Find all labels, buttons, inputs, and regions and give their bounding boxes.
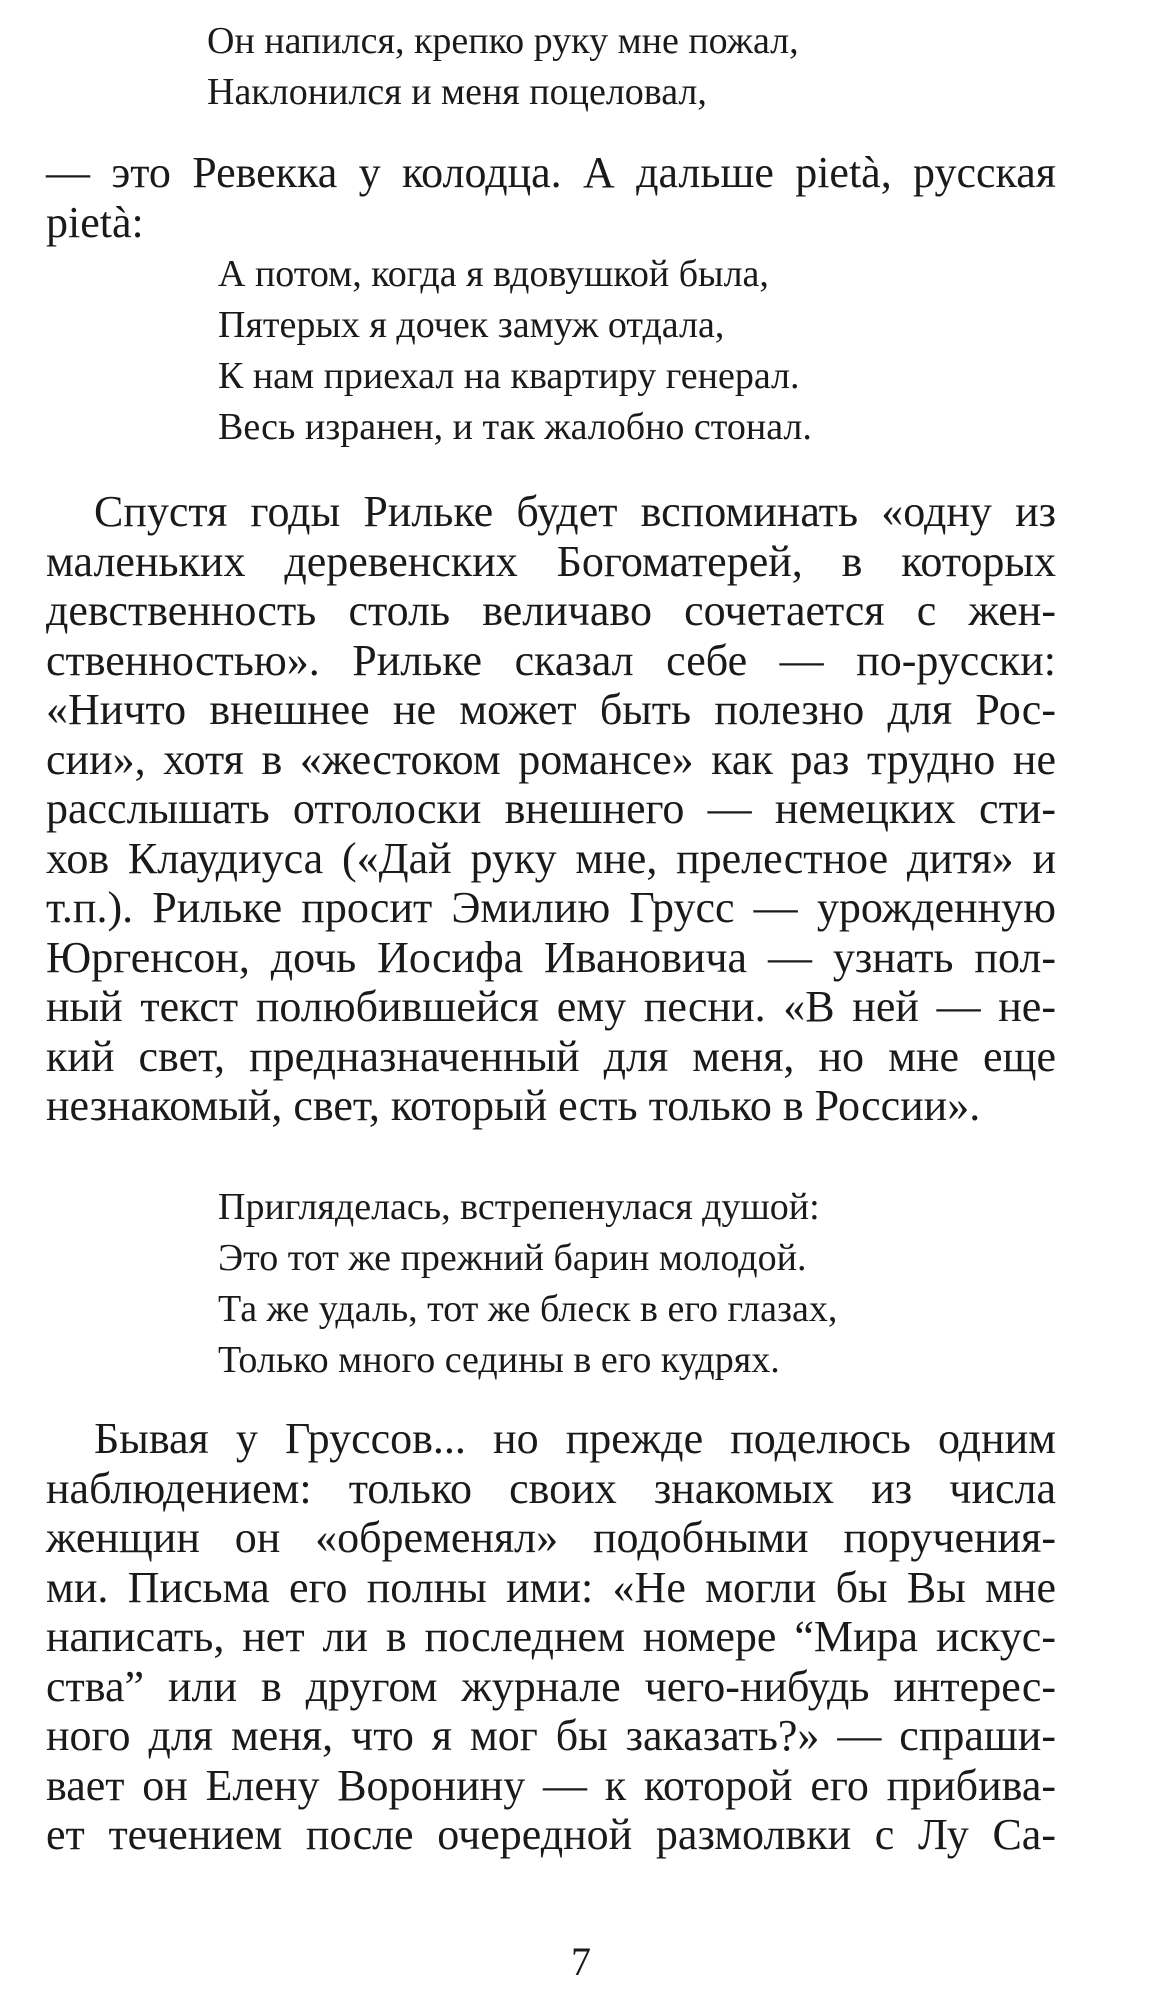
paragraph-3 <box>46 1414 1056 1860</box>
text-line: вает он Елену Воронину — к которой его прибива- <box>46 1760 1056 1810</box>
text-line: Спустя годы Рильке будет вспоминать «одну из <box>94 487 1056 536</box>
text-line: девственность столь величаво сочетается с жен- <box>46 586 1056 635</box>
verse-line: Это тот же прежний барин молодой. <box>218 1237 807 1279</box>
verse-line: Наклонился и меня поцеловал, <box>207 71 707 113</box>
verse-block-2 <box>218 249 812 453</box>
verse-line: Он напился, крепко руку мне пожал, <box>207 20 799 62</box>
text-line: — это Ревекка у колодца. А дальше pietà, русская <box>46 148 1056 197</box>
paragraph-2 <box>46 487 1056 1131</box>
text-line: т.п.). Рильке просит Эмилию Грусс — урожденную <box>46 883 1056 932</box>
paragraph-1 <box>46 148 1056 247</box>
text-line: сии», хотя в «жестоком романсе» как раз трудно не <box>46 734 1056 784</box>
text-line: ми. Письма его полны ими: «Не могли бы Вы мне <box>46 1562 1056 1612</box>
verse-line: Пригляделась, встрепенулася душой: <box>218 1186 820 1228</box>
verse-block-3 <box>218 1182 837 1386</box>
verse-block-1 <box>207 16 799 118</box>
text-line: ства” или в другом журнале чего-нибудь интерес- <box>46 1661 1056 1711</box>
text-line: кий свет, предназначенный для меня, но мне еще <box>46 1031 1056 1081</box>
text-line: написать, нет ли в последнем номере “Мира искус- <box>46 1612 1056 1661</box>
page-number: 7 <box>571 1939 591 1984</box>
verse-line: Весь изранен, и так жалобно стонал. <box>218 406 812 448</box>
verse-line: А потом, когда я вдовушкой была, <box>218 253 769 295</box>
verse-line: Та же удаль, тот же блеск в его глазах, <box>218 1288 838 1330</box>
text-line: ственностью». Рильке сказал себе — по-русски: <box>46 635 1056 685</box>
text-line: женщин он «обременял» подобными поручения- <box>46 1513 1056 1562</box>
verse-line: К нам приехал на квартиру генерал. <box>218 355 800 397</box>
text-line: Юргенсон, дочь Иосифа Ивановича — узнать пол- <box>46 932 1056 982</box>
text-line: расслышать отголоски внешнего — немецких сти- <box>46 784 1056 833</box>
text-line: pietà: <box>46 197 144 247</box>
text-line: маленьких деревенских Богоматерей, в которых <box>46 536 1056 586</box>
verse-line: Только много седины в его кудрях. <box>218 1339 780 1381</box>
text-line: незнакомый, свет, который есть только в России». <box>46 1081 981 1130</box>
text-line: ет течением после очередной размолвки с Лу Са- <box>46 1810 1056 1859</box>
text-line: наблюдением: только своих знакомых из числа <box>46 1463 1056 1513</box>
text-line: Бывая у Груссов... но прежде поделюсь одним <box>94 1414 1056 1463</box>
verse-line: Пятерых я дочек замуж отдала, <box>218 304 725 346</box>
text-line: «Ничто внешнее не может быть полезно для Рос- <box>46 685 1056 734</box>
text-line: ного для меня, что я мог бы заказать?» — спраши- <box>46 1711 1056 1760</box>
text-line: ный текст полюбившейся ему песни. «В ней — не- <box>46 982 1056 1031</box>
text-line: хов Клаудиуса («Дай руку мне, прелестное дитя» и <box>46 833 1056 883</box>
